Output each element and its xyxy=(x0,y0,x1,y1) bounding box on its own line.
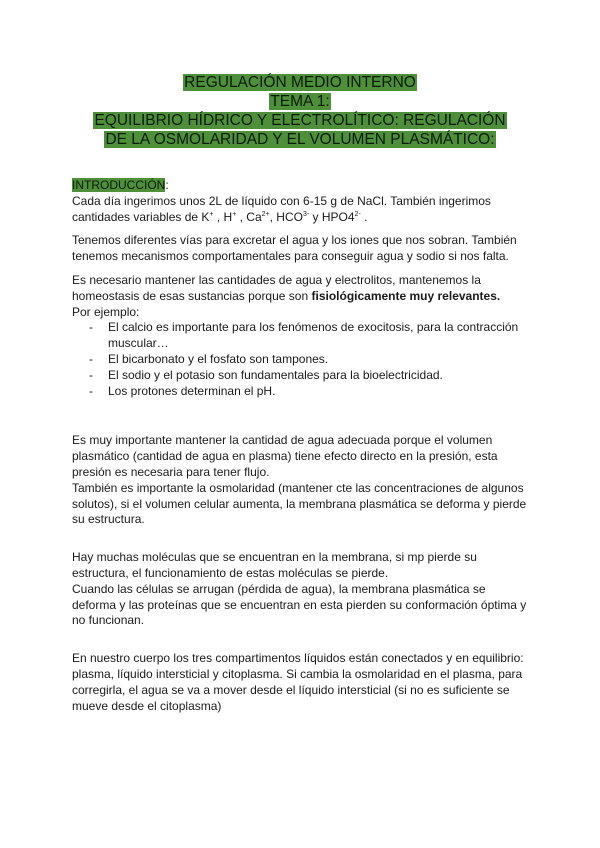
body-paragraph-compartments: En nuestro cuerpo los tres compartimentos líquidos están conectados y en equilibrio: plasma, líquido intersticial y citoplasma. Si cambia la osmolaridad en el plasma, para corregirla, el agua se va a mover desde el líquido intersticial (si no es suficiente se mueve desde el citoplasma) xyxy=(72,651,524,713)
title-line-1: REGULACIÓN MEDIO INTERNO xyxy=(184,74,416,91)
title-line-3: EQUILIBRIO HÍDRICO Y ELECTROLÍTICO: REGULACIÓN xyxy=(94,112,506,129)
list-item: - El calcio es importante para los fenómenos de exocitosis, para la contracción muscular… xyxy=(89,320,519,351)
body-paragraph-membrane: Hay muchas moléculas que se encuentran en la membrana, si mp pierde su estructura, el funcionamiento de estas moléculas se pierde. xyxy=(72,550,477,580)
title-line-2: TEMA 1: xyxy=(270,93,330,110)
intro-paragraph-2: Tenemos diferentes vías para excretar el agua y los iones que nos sobran. También tenemos mecanismos comportamentales para conseguir agua y sodio si nos falta. xyxy=(72,233,517,264)
intro-paragraph-1: Cada día ingerimos unos 2L de líquido con 6-15 g de NaCl. También ingerimos cantidades variables de K+ , H+ , $Ca^{2+}$, $HCO^{3-}$ y $HPO4^{2-}$ . xyxy=(72,193,491,224)
body-paragraph-osmolarity: También es importante la osmolaridad (mantener cte las concentraciones de algunos solutos), si el volumen celular aumenta, la membrana plasmática se deforma y pierde su estructura. xyxy=(72,480,527,527)
examples-list xyxy=(72,320,532,399)
intro-paragraph-3: Es necesario mantener las cantidades de agua y electrolitos, mantenemos la homeostasis de esas sustancias porque son fisiológicamente muy relevantes. Por ejemplo: xyxy=(72,272,501,319)
body-paragraph-water: Es muy importante mantener la cantidad de agua adecuada porque el volumen plasmático (cantidad de agua en plasma) tiene efecto directo en la presión, esta presión es necesaria para tener flujo. xyxy=(72,433,498,479)
list-item: - El sodio y el potasio son fundamentales para la bioelectricidad. xyxy=(89,367,443,382)
list-item: - El bicarbonato y el fosfato son tampones. xyxy=(89,351,329,366)
document-title xyxy=(0,73,600,149)
list-item: - Los protones determinan el pH. xyxy=(89,383,276,398)
title-line-4: DE LA OSMOLARIDAD Y EL VOLUMEN PLASMÁTICO: xyxy=(105,131,495,148)
document-body xyxy=(72,178,532,714)
intro-heading: INTRODUCCIÓN: xyxy=(72,178,169,192)
body-paragraph-cells: Cuando las células se arrugan (pérdida de agua), la membrana plasmática se deforma y las proteínas que se encuentran en esta pierden su conformación óptima y no funcionan. xyxy=(72,581,527,628)
